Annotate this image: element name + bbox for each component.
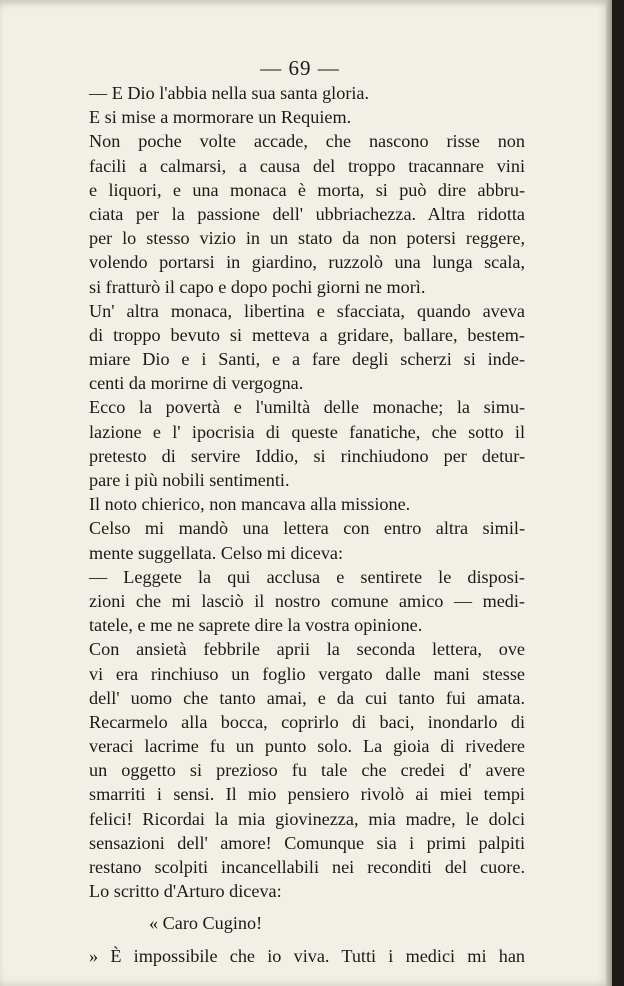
text-line: E si mise a mormorare un Requiem.	[89, 107, 352, 128]
text-line: ciata per la passione dell' ubbriachezza. Altra ridotta	[89, 203, 525, 224]
text-line: di troppo bevuto si metteva a gridare, ballare, bestem-	[89, 324, 525, 345]
text-line: Recarmelo alla bocca, coprirlo di baci, inondarlo di	[89, 711, 525, 732]
text-line: — E Dio l'abbia nella sua santa gloria.	[89, 83, 370, 103]
text-line: Con ansietà febbrile aprii la seconda lettera, ove	[89, 639, 525, 660]
text-line: lazione e l' ipocrisia di queste fanatiche, che sotto il	[89, 421, 525, 442]
text-line: Ecco la povertà e l'umiltà delle monache; la simu-	[89, 397, 525, 418]
text-line: zioni che mi lasciò il nostro comune amico — medi-	[89, 590, 525, 611]
page-edge	[606, 0, 612, 986]
text-line: dell' uomo che tanto amai, e da cui tanto fui amata.	[89, 687, 525, 708]
letter-salutation: « Caro Cugino!	[149, 913, 263, 934]
text-line: restano scolpiti incancellabili nei reconditi del cuore.	[89, 857, 525, 877]
text-line: smarriti i sensi. Il mio pensiero rivolò ai miei tempi	[89, 784, 525, 805]
text-line: tatele, e me ne saprete dire la vostra opinione.	[89, 615, 423, 636]
paragraph-lines	[89, 81, 525, 903]
text-line: Un' altra monaca, libertina e sfacciata, quando aveva	[89, 300, 525, 321]
text-line: Lo scritto d'Arturo diceva:	[89, 881, 282, 902]
text-line: veraci lacrime fu un punto solo. La gioia di rivedere	[89, 736, 525, 757]
text-line: pretesto di servire Iddio, si rinchiudono per detur-	[89, 445, 525, 466]
text-line: vi era rinchiuso un foglio vergato dalle mani stesse	[89, 663, 525, 684]
text-line: Il noto chierico, non mancava alla missione.	[89, 494, 411, 515]
text-line: miare Dio e i Santi, e a fare degli scherzi si inde-	[89, 349, 525, 370]
page-number: — 69 —	[260, 56, 340, 80]
text-line: — Leggete la qui acclusa e sentirete le disposi-	[89, 566, 525, 587]
text-line: felici! Ricordai la mia giovinezza, mia madre, le dolci	[89, 808, 525, 829]
text-line: si fratturò il capo e dopo pochi giorni ne morì.	[89, 276, 426, 297]
text-line: volendo portarsi in giardino, ruzzolò una lunga scala,	[89, 252, 525, 273]
text-line: Celso mi mandò una lettera con entro altra simil-	[89, 518, 525, 539]
text-line: pare i più nobili sentimenti.	[89, 470, 290, 490]
text-line: sensazioni dell' amore! Comunque sia i primi palpiti	[89, 832, 525, 853]
text-line: mente suggellata. Celso mi diceva:	[89, 542, 344, 563]
text-line: centi da morirne di vergogna.	[89, 373, 304, 394]
letter-first-line: » È impossibile che io viva. Tutti i medici mi han	[89, 945, 525, 966]
text-line: e liquori, e una monaca è morta, si può dire abbru-	[89, 179, 525, 200]
text-line: facili a calmarsi, a causa del troppo tracannare vini	[89, 155, 525, 176]
text-line: Non poche volte accade, che nascono risse non	[89, 131, 525, 152]
body-text	[89, 81, 525, 968]
text-line: per lo stesso vizio in un stato da non potersi reggere,	[89, 228, 525, 249]
text-line: un oggetto si prezioso fu tale che credei d' avere	[89, 760, 525, 781]
